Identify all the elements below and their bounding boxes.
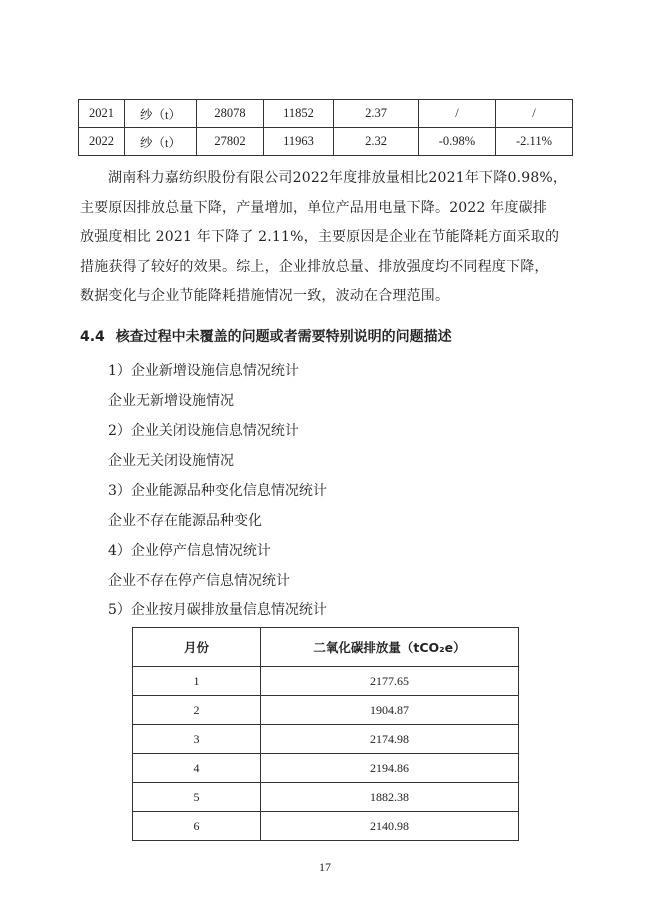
section-heading bbox=[80, 326, 452, 346]
paragraph-line: 放强度相比 2021 年下降了 2.11%，主要原因是企业在节能降耗方面采取的 bbox=[80, 229, 560, 245]
table-cell: 2.37 bbox=[334, 100, 419, 128]
item-detail: 企业无关闭设施情况 bbox=[108, 453, 234, 469]
table-cell: 27802 bbox=[197, 128, 264, 156]
column-header: 月份 bbox=[133, 628, 261, 667]
table-row bbox=[133, 725, 519, 754]
item-label: 4）企业停产信息情况统计 bbox=[108, 543, 271, 559]
item-label: 1）企业新增设施信息情况统计 bbox=[108, 363, 299, 379]
table-row bbox=[133, 783, 519, 812]
item-label: 2）企业关闭设施信息情况统计 bbox=[108, 423, 299, 439]
table-row bbox=[133, 696, 519, 725]
table-cell: 3 bbox=[133, 725, 261, 754]
table-cell: 2140.98 bbox=[261, 812, 519, 841]
table-cell: / bbox=[496, 100, 573, 128]
table-cell: 11963 bbox=[264, 128, 334, 156]
table-cell: 纱（t） bbox=[125, 128, 197, 156]
paragraph-line: 数据变化与企业节能降耗措施情况一致，波动在合理范围。 bbox=[80, 288, 450, 304]
table-cell: 2.32 bbox=[334, 128, 419, 156]
table-cell: 1904.87 bbox=[261, 696, 519, 725]
table-cell: 2177.65 bbox=[261, 667, 519, 696]
table-row bbox=[79, 100, 573, 128]
table-row bbox=[133, 812, 519, 841]
section-number: 4.4 bbox=[80, 329, 105, 345]
table-cell: 1 bbox=[133, 667, 261, 696]
table-cell: 2194.86 bbox=[261, 754, 519, 783]
paragraph-line: 湖南科力嘉纺织股份有限公司2022年度排放量相比2021年下降0.98%， bbox=[108, 170, 568, 186]
monthly-emission-table bbox=[132, 627, 519, 841]
item-detail: 企业不存在能源品种变化 bbox=[108, 513, 262, 529]
table-cell: -0.98% bbox=[419, 128, 496, 156]
section-title: 核查过程中未覆盖的问题或者需要特别说明的问题描述 bbox=[115, 329, 452, 345]
table-row bbox=[133, 667, 519, 696]
table-cell: 2 bbox=[133, 696, 261, 725]
page-number: 17 bbox=[319, 860, 331, 874]
table-cell: 纱（t） bbox=[125, 100, 197, 128]
table-cell: 4 bbox=[133, 754, 261, 783]
table-cell: 2022 bbox=[79, 128, 125, 156]
table-cell: 6 bbox=[133, 812, 261, 841]
item-label: 5）企业按月碳排放量信息情况统计 bbox=[108, 602, 327, 618]
table-cell: / bbox=[419, 100, 496, 128]
table-row bbox=[133, 754, 519, 783]
table-header-row bbox=[133, 628, 519, 667]
table-row bbox=[79, 128, 573, 156]
table-cell: 11852 bbox=[264, 100, 334, 128]
table-cell: 5 bbox=[133, 783, 261, 812]
table-cell: -2.11% bbox=[496, 128, 573, 156]
item-detail: 企业不存在停产信息情况统计 bbox=[108, 573, 290, 589]
table-cell: 28078 bbox=[197, 100, 264, 128]
annual-emission-table bbox=[78, 99, 573, 156]
table-cell: 2021 bbox=[79, 100, 125, 128]
item-label: 3）企业能源品种变化信息情况统计 bbox=[108, 483, 327, 499]
column-header: 二氧化碳排放量（tCO₂e） bbox=[261, 628, 519, 667]
table-cell: 2174.98 bbox=[261, 725, 519, 754]
paragraph-line: 措施获得了较好的效果。综上，企业排放总量、排放强度均不同程度下降， bbox=[80, 258, 549, 275]
analysis-paragraph bbox=[80, 164, 580, 312]
item-detail: 企业无新增设施情况 bbox=[108, 393, 234, 409]
paragraph-line: 主要原因排放总量下降，产量增加，单位产品用电量下降。2022 年度碳排 bbox=[80, 199, 548, 216]
table-cell: 1882.38 bbox=[261, 783, 519, 812]
